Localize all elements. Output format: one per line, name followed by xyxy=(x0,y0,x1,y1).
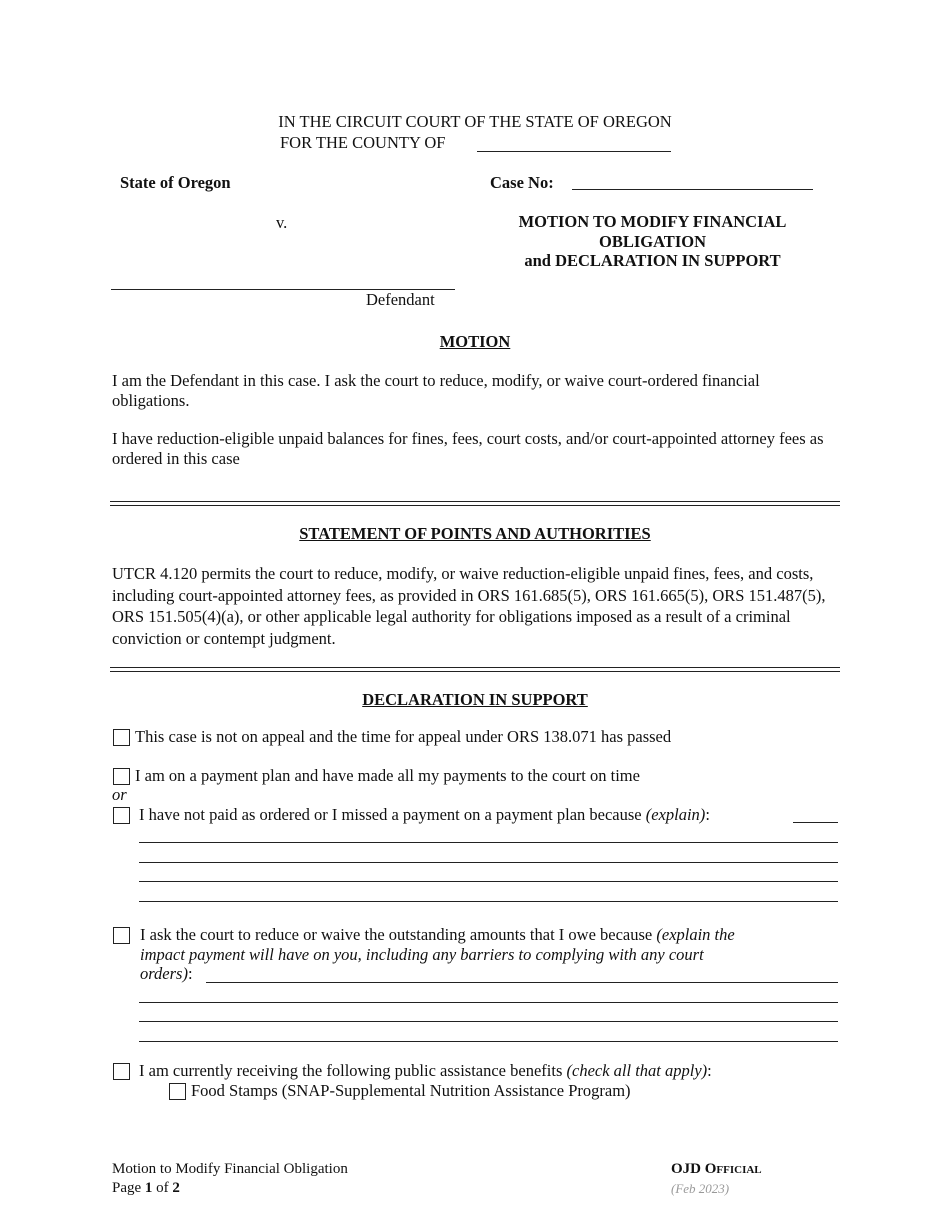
explain-line[interactable] xyxy=(139,862,838,863)
reduce-hint-1: (explain the xyxy=(656,925,735,944)
defendant-label: Defendant xyxy=(366,290,435,309)
not-paid-text: I have not paid as ordered or I missed a payment on a payment plan because xyxy=(139,805,642,824)
page-word: Page xyxy=(112,1180,142,1196)
payment-plan-checkbox[interactable] xyxy=(113,768,130,785)
page-of: of xyxy=(156,1180,169,1196)
explain-line[interactable] xyxy=(139,842,838,843)
points-heading: STATEMENT OF POINTS AND AUTHORITIES xyxy=(299,524,651,543)
case-no-label: Case No: xyxy=(490,173,554,192)
benefits-text: I am currently receiving the following public assistance benefits xyxy=(139,1061,563,1080)
title-line-3: and DECLARATION IN SUPPORT xyxy=(524,251,781,270)
declaration-heading: DECLARATION IN SUPPORT xyxy=(362,690,588,709)
footer-left xyxy=(112,1160,348,1198)
title-line-2: OBLIGATION xyxy=(599,231,706,251)
reduce-hint-2: impact payment will have on you, including any barriers to complying with any court xyxy=(140,944,704,964)
explain-line[interactable] xyxy=(139,1041,838,1042)
benefits-label: I am currently receiving the following public assistance benefits (check all that apply): xyxy=(139,1061,712,1080)
versus-label: v. xyxy=(276,213,288,232)
not-paid-label: I have not paid as ordered or I missed a payment on a payment plan because (explain): xyxy=(139,805,710,824)
reduce-waive-text: I ask the court to reduce or waive the outstanding amounts that I owe because xyxy=(140,925,653,944)
food-stamps-checkbox[interactable] xyxy=(169,1083,186,1100)
appeal-checkbox[interactable] xyxy=(113,729,130,746)
benefits-hint: (check all that apply) xyxy=(566,1061,708,1080)
explain-line[interactable] xyxy=(793,822,838,823)
explain-line[interactable] xyxy=(139,1021,838,1022)
explain-line[interactable] xyxy=(206,982,838,983)
section-divider xyxy=(110,501,840,506)
form-name: Motion to Modify Financial Obligation xyxy=(112,1161,348,1177)
or-label: or xyxy=(112,785,127,804)
section-divider xyxy=(110,667,840,672)
page-total: 2 xyxy=(172,1180,180,1196)
form-date: (Feb 2023) xyxy=(671,1181,730,1196)
motion-paragraph-2: I have reduction-eligible unpaid balances for fines, fees, court costs, and/or court-appointed attorney fees as ordered in this case xyxy=(112,429,824,468)
points-body: UTCR 4.120 permits the court to reduce, modify, or waive reduction-eligible unpaid fines, fees, and costs, including court-appointed attorney fees, as provided in ORS 161.685(5), ORS 161.665(5), ORS 151.487(5), ORS 151.505(4)(a), or other applicable legal authority for obligations imposed as a result of a criminal conviction or contempt judgment. xyxy=(112,564,826,648)
court-line: IN THE CIRCUIT COURT OF THE STATE OF OREGON xyxy=(278,112,672,131)
explain-line[interactable] xyxy=(139,901,838,902)
not-paid-checkbox[interactable] xyxy=(113,807,130,824)
motion-paragraph-1: I am the Defendant in this case. I ask the court to reduce, modify, or waive court-ordered financial obligations. xyxy=(112,371,760,410)
reduce-hint-3: orders) xyxy=(140,964,188,983)
explain-line[interactable] xyxy=(139,1002,838,1003)
reduce-waive-label: I ask the court to reduce or waive the outstanding amounts that I owe because (explain the impact payment will have on you, including any barriers to complying with any court orders): xyxy=(140,925,840,984)
payment-plan-label: I am on a payment plan and have made all my payments to the court on time xyxy=(135,766,640,785)
page-indicator xyxy=(112,1179,348,1198)
plaintiff-name: State of Oregon xyxy=(120,173,231,192)
benefits-checkbox[interactable] xyxy=(113,1063,130,1080)
appeal-label: This case is not on appeal and the time for appeal under ORS 138.071 has passed xyxy=(135,727,672,746)
not-paid-hint: (explain) xyxy=(645,805,706,824)
case-no-field[interactable] xyxy=(572,189,813,190)
motion-heading: MOTION xyxy=(439,332,511,351)
title-line-1: MOTION TO MODIFY FINANCIAL xyxy=(518,212,787,231)
food-stamps-label: Food Stamps (SNAP-Supplemental Nutrition Assistance Program) xyxy=(191,1081,631,1100)
page-number: 1 xyxy=(144,1180,153,1196)
footer-right xyxy=(671,1160,762,1198)
reduce-waive-checkbox[interactable] xyxy=(113,927,130,944)
document-title xyxy=(480,212,825,271)
explain-line[interactable] xyxy=(139,881,838,882)
official-label: OJD Official xyxy=(671,1161,762,1177)
county-field[interactable] xyxy=(477,151,671,152)
court-heading xyxy=(0,112,950,132)
county-label: FOR THE COUNTY OF xyxy=(280,133,446,152)
